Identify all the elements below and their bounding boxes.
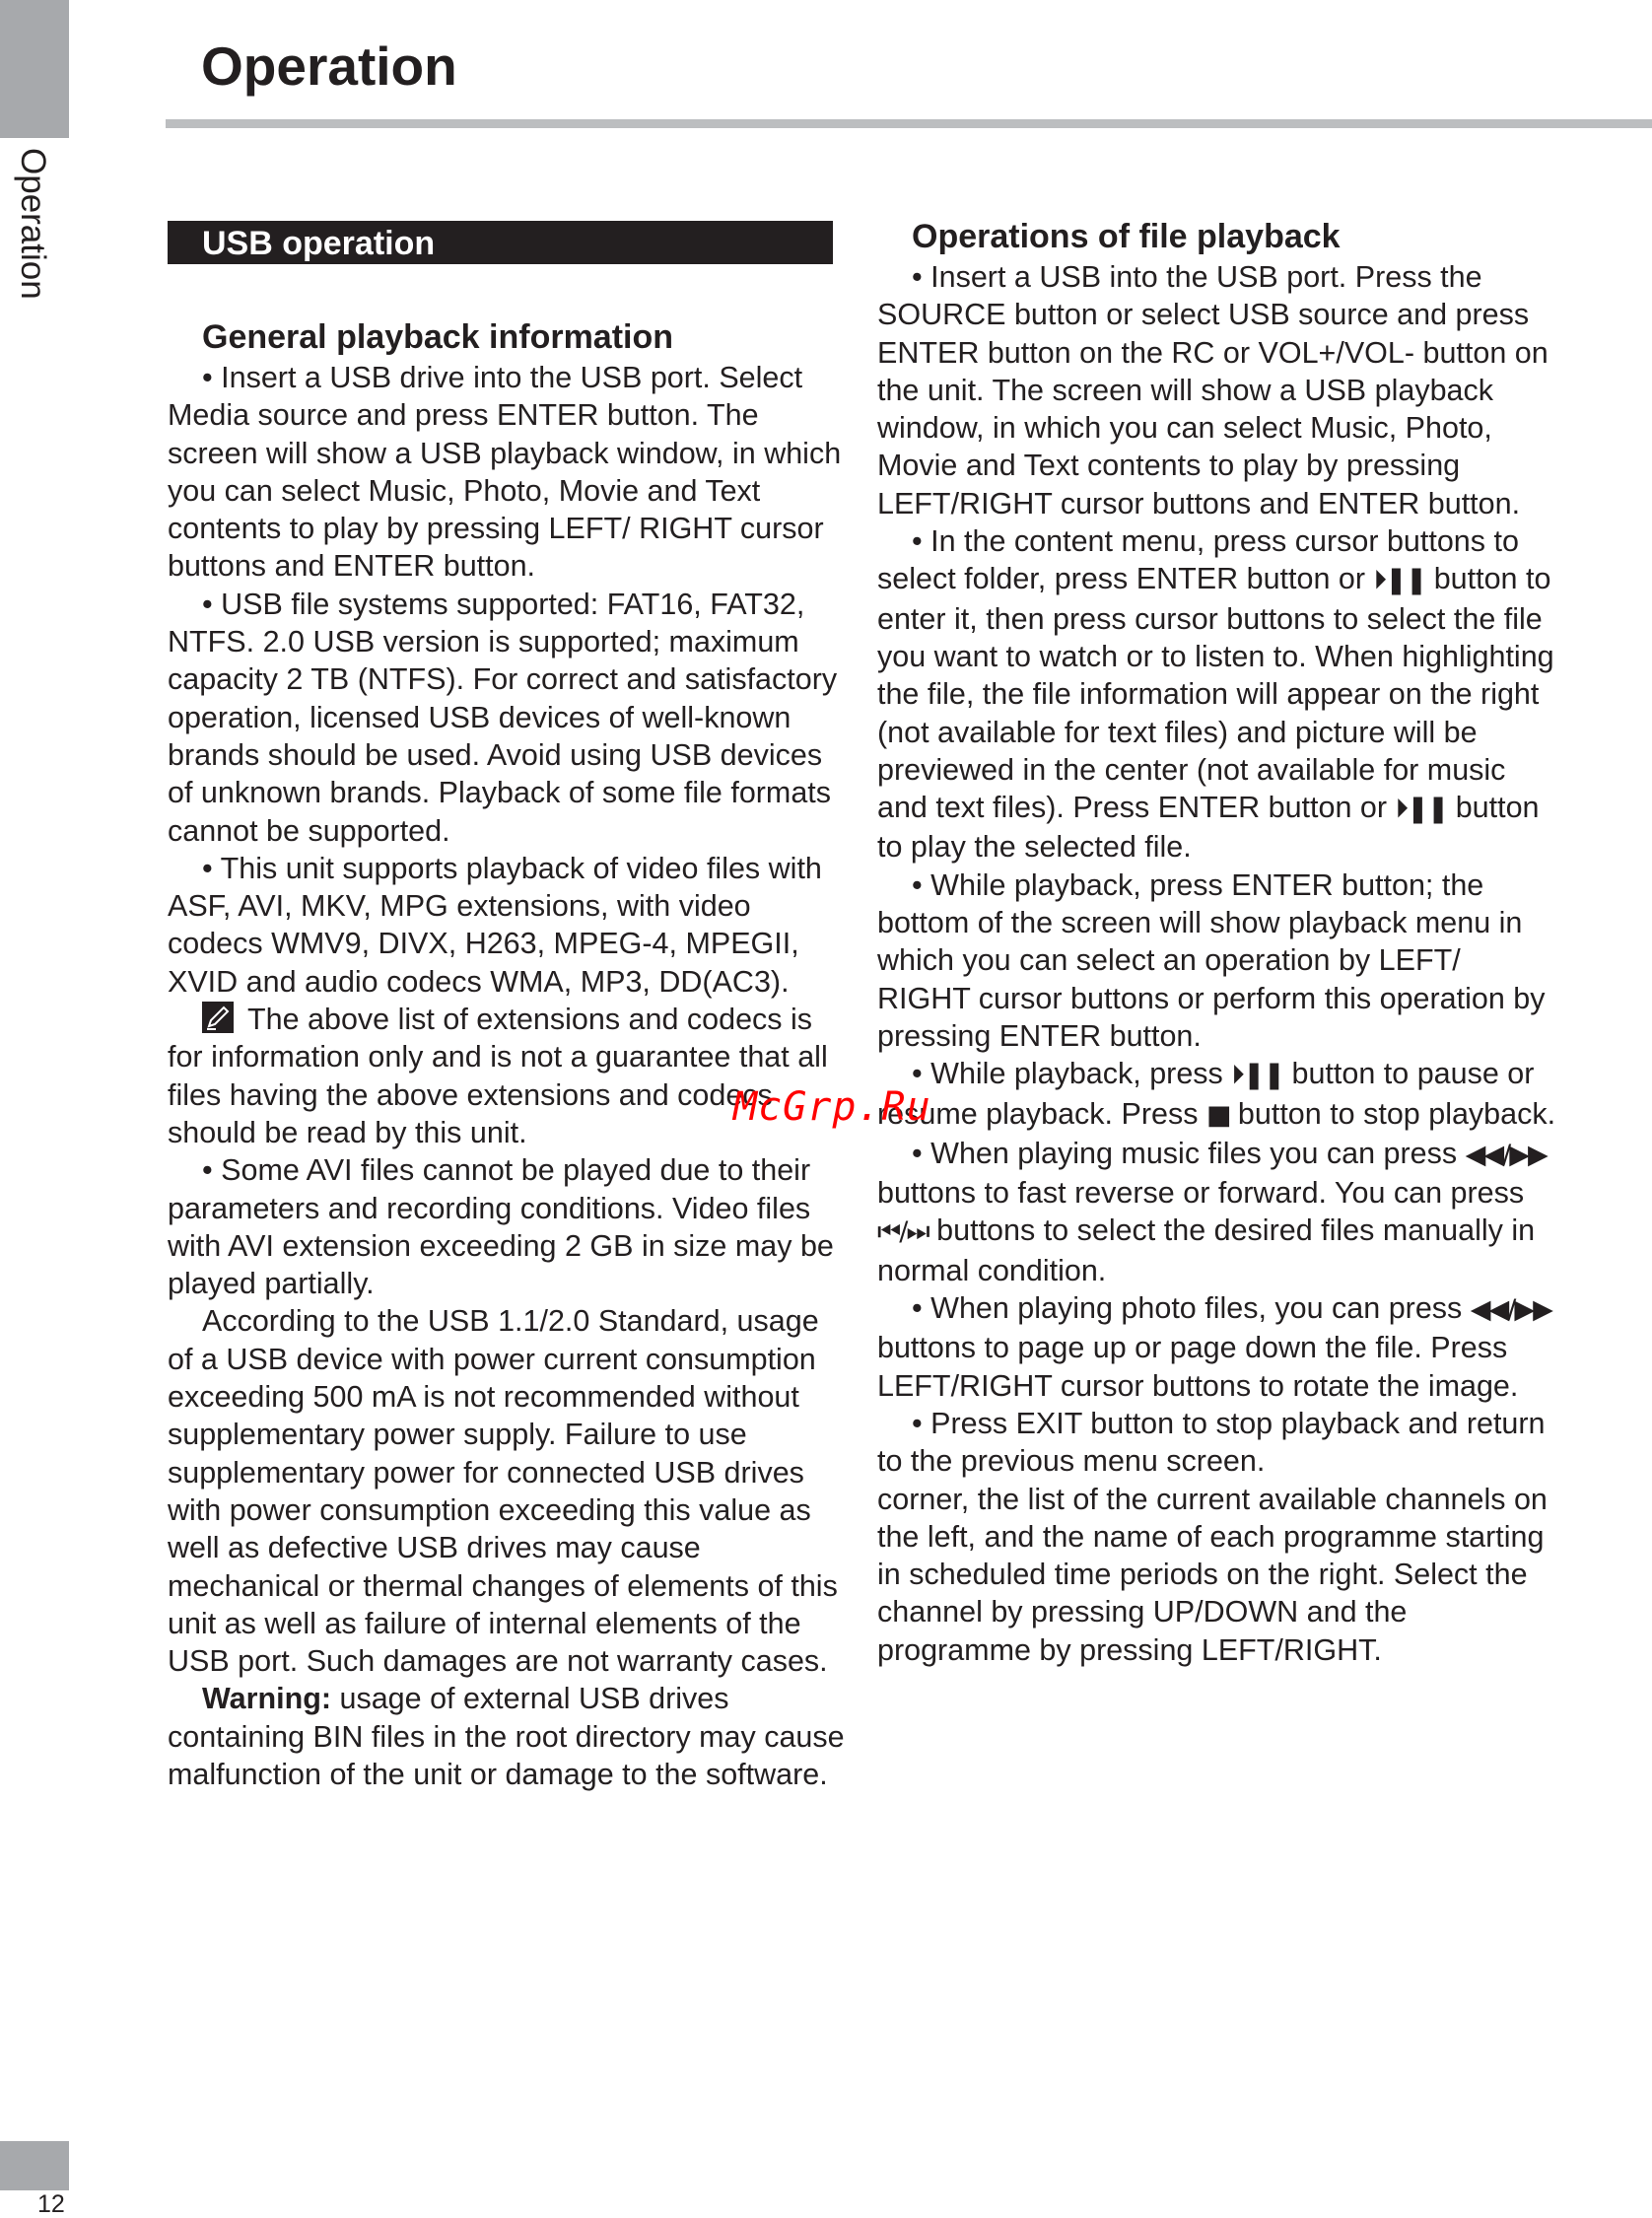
paragraph-channel-list: corner, the list of the current available channels on the left, and the name of each programme starting in scheduled time periods on the right. Select the channel by pressing UP/DOWN and the programme by pressing LEFT/RIGHT. xyxy=(877,1482,1548,1667)
previous-next-icon: ⏮/⏭ xyxy=(877,1216,929,1248)
paragraph-file-systems: • USB file systems supported: FAT16, FAT32, NTFS. 2.0 USB version is supported; maximum capacity 2 TB (NTFS). For correct and satisfactory operation, licensed USB devices of well-known brands should be used. Avoid using USB devices of unknown brands. Playback of some file formats cannot be supported. xyxy=(168,587,838,848)
note-pencil-icon xyxy=(202,1002,234,1033)
paragraph-playback-menu: • While playback, press ENTER button; the bottom of the screen will show playback menu in which you can select an operation by LEFT/ RIGHT cursor buttons or perform this operation by pressing ENTER button. xyxy=(877,867,1546,1053)
left-column xyxy=(168,315,848,1793)
right-column xyxy=(877,215,1557,1669)
page-number-marker xyxy=(0,2141,69,2190)
play-pause-icon: ⏵❚❚ xyxy=(1373,565,1426,596)
paragraph-music-files: • When playing music files you can press ◀◀/▶▶ buttons to fast reverse or forward. You can press ⏮/⏭ buttons to select the desired files manually in normal condition. xyxy=(877,1136,1547,1287)
paragraph-warning xyxy=(168,1680,848,1793)
paragraph-power-consumption: According to the USB 1.1/2.0 Standard, usage of a USB device with power current consumption exceeding 500 mA is not recommended without supplementary power supply. Failure to use supplementary power for connected USB drives with power consumption exceeding this value as well as defective USB drives may cause mechanical or thermal changes of elements of this unit as well as failure of internal elements of the USB port. Such damages are not warranty cases. xyxy=(168,1304,838,1679)
warning-text: usage of external USB drives containing BIN files in the root directory may cause malfunction of the unit or damage to the software. xyxy=(168,1682,845,1791)
side-tab-marker xyxy=(0,0,69,138)
paragraph-avi-files: • Some AVI files cannot be played due to their parameters and recording conditions. Video files with AVI extension exceeding 2 GB in size may be played partially. xyxy=(168,1153,834,1301)
general-playback-heading: General playback information xyxy=(202,318,674,356)
play-pause-icon: ⏵❚❚ xyxy=(1395,794,1448,825)
file-playback-heading: Operations of file playback xyxy=(912,218,1341,255)
paragraph-pause-stop: • While playback, press ⏵❚❚ button to pause or resume playback. Press ■ button to stop playback. xyxy=(877,1057,1556,1131)
paragraph-photo-files: • When playing photo files, you can press ◀◀/▶▶ buttons to page up or page down the file. Press LEFT/RIGHT cursor buttons to rotate the image. xyxy=(877,1291,1551,1403)
note-text: The above list of extensions and codecs is for information only and is not a guarantee that all files having the above extensions and codecs should be read by this unit. xyxy=(168,1003,828,1149)
page-title: Operation xyxy=(201,35,457,97)
page-number: 12 xyxy=(37,2190,65,2218)
paragraph-exit: • Press EXIT button to stop playback and return to the previous menu screen. xyxy=(877,1406,1546,1479)
paragraph-codecs: • This unit supports playback of video files with ASF, AVI, MKV, MPG extensions, with video codecs WMV9, DIVX, H263, MPEG-4, MPEGII, XVID and audio codecs WMA, MP3, DD(AC3). xyxy=(168,851,822,999)
paragraph-content-menu: • In the content menu, press cursor buttons to select folder, press ENTER button or ⏵❚❚ button to enter it, then press cursor buttons to select the file you want to watch or to listen to. When highlighting the file, the file information will appear on the right (not available for text files) and picture will be previewed in the center (not available for music and text files). Press ENTER button or ⏵❚❚ button to play the selected file. xyxy=(877,524,1554,865)
warning-label: Warning: xyxy=(202,1682,332,1716)
paragraph-insert-usb-source: • Insert a USB into the USB port. Press the SOURCE button or select USB source and press ENTER button on the RC or VOL+/VOL- button on the unit. The screen will show a USB playback window, in which you can select Music, Photo, Movie and Text contents to play by pressing LEFT/RIGHT cursor buttons and ENTER button. xyxy=(877,260,1549,520)
paragraph-insert-usb: • Insert a USB drive into the USB port. Select Media source and press ENTER button. The screen will show a USB playback window, in which you can select Music, Photo, Movie and Text contents to play by pressing LEFT/ RIGHT cursor buttons and ENTER button. xyxy=(168,361,842,584)
stop-icon: ■ xyxy=(1205,1099,1230,1131)
rewind-forward-icon: ◀◀/▶▶ xyxy=(1470,1294,1551,1326)
play-pause-icon: ⏵❚❚ xyxy=(1231,1060,1284,1091)
watermark: McGrp.Ru xyxy=(733,1084,931,1130)
rewind-forward-icon: ◀◀/▶▶ xyxy=(1465,1139,1547,1170)
title-divider xyxy=(166,119,1652,128)
section-heading-bar: USB operation xyxy=(168,221,833,264)
side-section-label: Operation xyxy=(14,148,52,300)
